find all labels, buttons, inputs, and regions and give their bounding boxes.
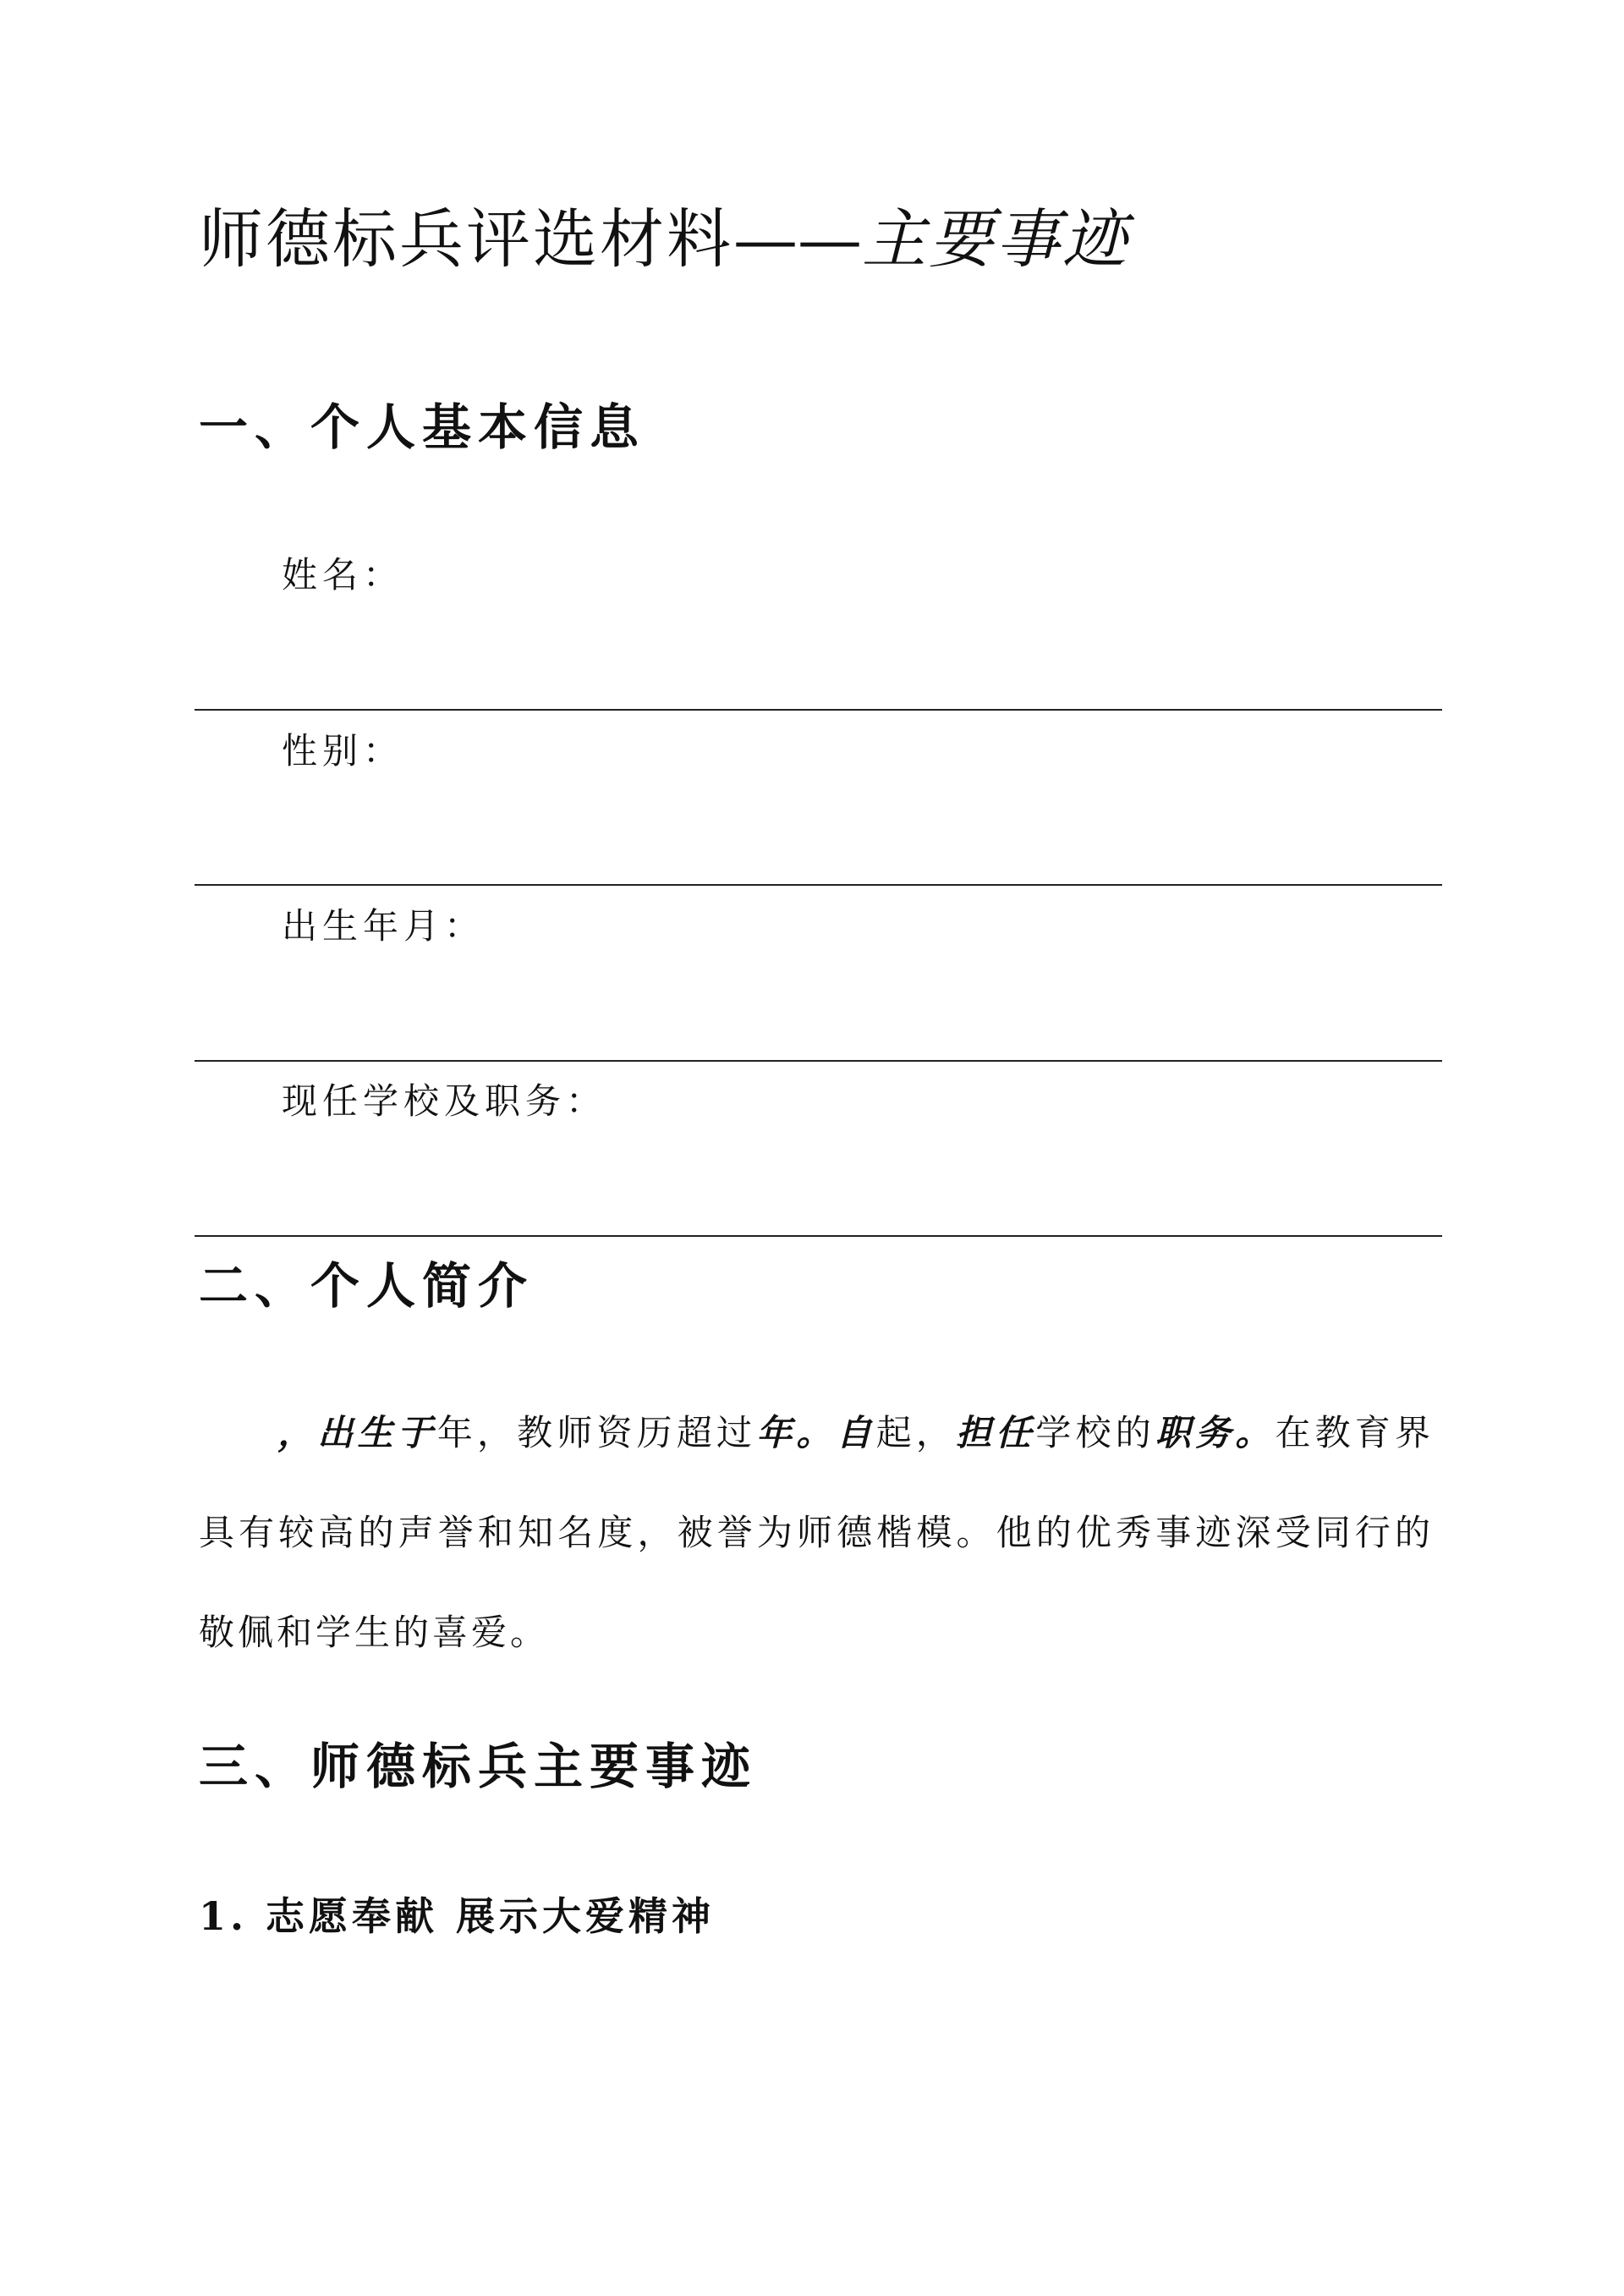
field-gender-line <box>195 884 1442 886</box>
section2-heading: 二、个人简介 <box>199 1257 535 1315</box>
field-birth-label: 出生年月： <box>282 905 486 947</box>
bio-part-7: 职务。 <box>1155 1412 1276 1453</box>
field-school-position-label: 现任学校及职务： <box>282 1080 607 1122</box>
section3-heading: 三、师德标兵主要事迹 <box>199 1738 758 1795</box>
bio-paragraph <box>199 1383 1434 1683</box>
bio-part-2: 年，教师资历超过 <box>436 1412 757 1453</box>
field-name-line <box>195 709 1442 711</box>
bio-part-6: 学校的 <box>1035 1412 1155 1453</box>
field-birth-line <box>195 1060 1442 1062</box>
bio-part-3: 年。自 <box>756 1412 876 1453</box>
document-title <box>199 193 1129 286</box>
bio-part-1: ，出生于 <box>277 1412 437 1453</box>
bio-part-5: 担任 <box>956 1412 1036 1453</box>
title-subtitle: 主要事迹 <box>862 201 1129 277</box>
bio-part-4: 起， <box>875 1412 957 1453</box>
field-gender-label: 性别： <box>282 730 404 772</box>
title-main: 师德标兵评选材料 <box>199 201 733 277</box>
field-school-position-line <box>195 1235 1442 1237</box>
section3-item-1: 1. 志愿奉献 展示大爱精神 <box>199 1893 716 1939</box>
title-dash: —— <box>733 201 862 277</box>
section1-heading: 一、个人基本信息 <box>199 398 646 456</box>
bio-part-8: 在教育界具有较高的声誉和知名度，被誉为师德楷模。他的优秀事迹深受同行的敬佩和学生的喜爱。 <box>199 1412 1434 1653</box>
field-name-label: 姓名： <box>282 554 404 596</box>
